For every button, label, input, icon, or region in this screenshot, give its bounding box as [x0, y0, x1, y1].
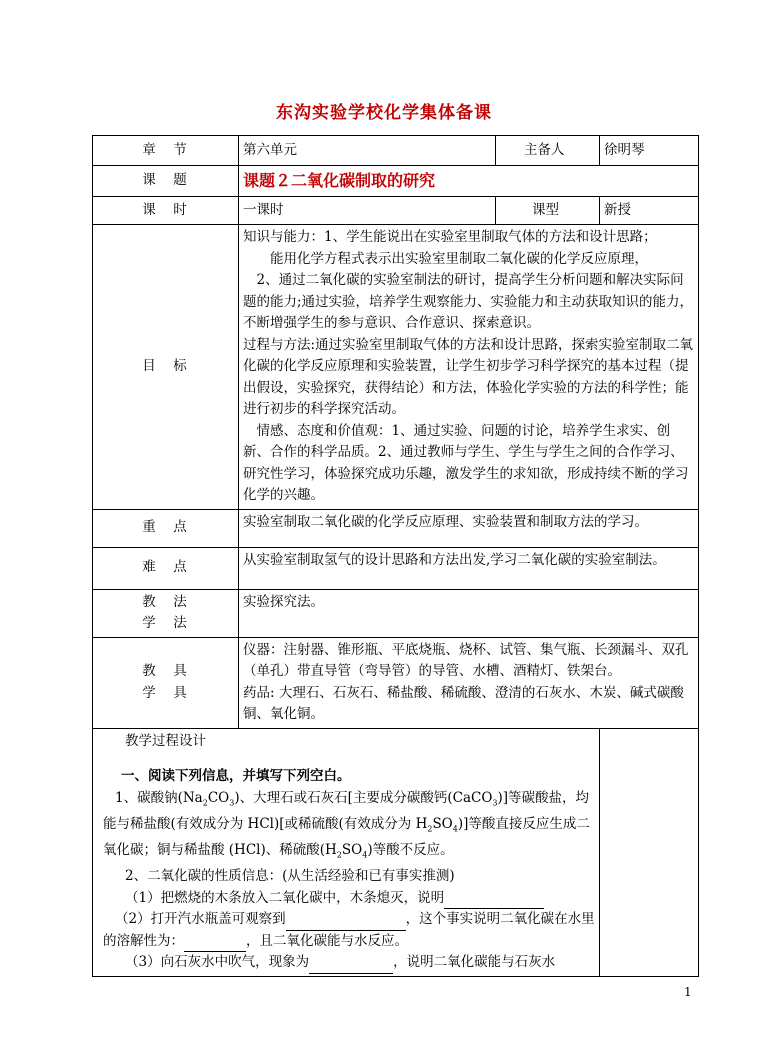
- row-tools: [93, 637, 699, 728]
- question-1: （1）把燃烧的木条放入二氧化碳中，木条熄灭，说明: [125, 888, 595, 910]
- answer-blank[interactable]: [286, 914, 406, 931]
- lesson-type-label: 课型: [496, 197, 600, 225]
- row-method: [93, 589, 699, 637]
- row-goals: [93, 225, 699, 510]
- row-chapter: [93, 136, 699, 166]
- difficulty-value: 从实验室制取氢气的设计思路和方法出发,学习二氧化碳的实验室制法。: [239, 547, 699, 589]
- goals-content: [239, 225, 699, 510]
- row-topic: [93, 166, 699, 197]
- lesson-type-value: 新授: [600, 197, 699, 225]
- row-difficulty: [93, 547, 699, 589]
- goals-line: 2、通过二氧化碳的实验室制法的研讨，提高学生分析问题和解决实际问题的能力;通过实验，培养学生观察能力、实验能力和主动获取知识的能力，不断增强学生的参与意识、合作意识、探索意识。: [243, 272, 694, 331]
- teaching-method-label: 教 法: [142, 593, 189, 610]
- page-number: 1: [684, 985, 692, 999]
- goals-line: 过程与方法:通过实验室里制取气体的方法和设计思路，探索实验室制取二氧化碳的化学反应原理和实验装置，让学生初步学习科学探究的基本过程（提出假设，实验探究，获得结论）和方法，体验化学实验的方法的科学性；能进行初步的科学探究活动。: [243, 336, 694, 417]
- answer-blank[interactable]: [184, 935, 246, 952]
- question-3: （3）向石灰水中吹气，现象为 ，说明二氧化碳能与石灰水: [125, 952, 595, 974]
- answer-blank[interactable]: [444, 892, 544, 909]
- topic-label: 课 题: [93, 166, 239, 197]
- key-label: 重 点: [93, 509, 239, 547]
- teaching-tools-label: 教 具: [142, 663, 189, 679]
- learning-tools-label: 学 具: [142, 684, 189, 701]
- difficulty-label: 难 点: [93, 547, 239, 589]
- row-key: [93, 509, 699, 547]
- method-value: 实验探究法。: [239, 589, 699, 637]
- goals-line: 能用化学方程式表示出实验室里制取二氧化碳的化学反应原理，: [243, 250, 648, 267]
- method-label: [93, 589, 239, 637]
- preparer-value: 徐明琴: [600, 136, 699, 166]
- question-2: （2）打开汽水瓶盖可观察到 ，这个事实说明二氧化碳在水里的溶解性为： ，且二氧化碳能与水反应。: [103, 909, 595, 952]
- row-period: [93, 197, 699, 225]
- tools-label: [93, 637, 239, 728]
- period-label: 课 时: [93, 197, 239, 225]
- tools-content: [239, 637, 699, 728]
- process-content: [93, 728, 600, 976]
- document-title: 东沟实验学校化学集体备课: [276, 103, 492, 123]
- goals-line: 知识与能力：1、学生能说出在实验室里制取气体的方法和设计思路；: [243, 229, 657, 245]
- goals-line: 情感、态度和价值观：1、通过实验、问题的讨论，培养学生求实、创新、合作的科学品质。2、通过教师与学生、学生与学生之间的合作学习、研究性学习，体验探究成功乐趣，激发学生的求知欲，形成持续不断的学习化学的兴趣。: [243, 422, 689, 503]
- row-process: [93, 728, 699, 976]
- key-value: 实验室制取二氧化碳的化学反应原理、实验装置和制取方法的学习。: [239, 509, 699, 547]
- section-heading: 一、阅读下列信息，并填写下列空白。: [121, 768, 351, 784]
- info-paragraph: 1、碳酸钠$(Na_2CO_3)$、大理石或石灰石[主要成分碳酸钙(CaCO$_3$)]等碳酸盐，均能与稀盐酸(有效成分为 HCl)[或稀硫酸(有效成分为 $H_2SO_4$)]等酸直接反应生成二氧化碳；铜与稀盐酸 (HCl)、稀硫酸$(H_2SO_4)$等酸不反应。: [103, 789, 590, 860]
- process-heading: 教学过程设计: [125, 732, 206, 749]
- chapter-value: 第六单元: [239, 136, 496, 166]
- properties-heading: 2、二氧化碳的性质信息：(从生活经验和已有事实推测): [125, 868, 455, 885]
- lesson-plan-table: [92, 135, 699, 977]
- reagents-text: 药品: 大理石、石灰石、稀盐酸、稀硫酸、澄清的石灰水、木炭、碱式碳酸铜、氧化铜。: [243, 684, 684, 722]
- period-value: 一课时: [239, 197, 496, 225]
- goals-label: 目 标: [93, 225, 239, 510]
- instruments-text: 仪器：注射器、锥形瓶、平底烧瓶、烧杯、试管、集气瓶、长颈漏斗、双孔（单孔）带直导管（弯导管）的导管、水槽、酒精灯、铁架台。: [243, 641, 689, 679]
- topic-value: 课题２二氧化碳制取的研究: [239, 166, 699, 197]
- process-side-cell: [600, 728, 699, 976]
- chapter-label: 章 节: [93, 136, 239, 166]
- preparer-label: 主备人: [496, 136, 600, 166]
- learning-method-label: 学 法: [142, 615, 189, 631]
- answer-blank[interactable]: [309, 957, 393, 974]
